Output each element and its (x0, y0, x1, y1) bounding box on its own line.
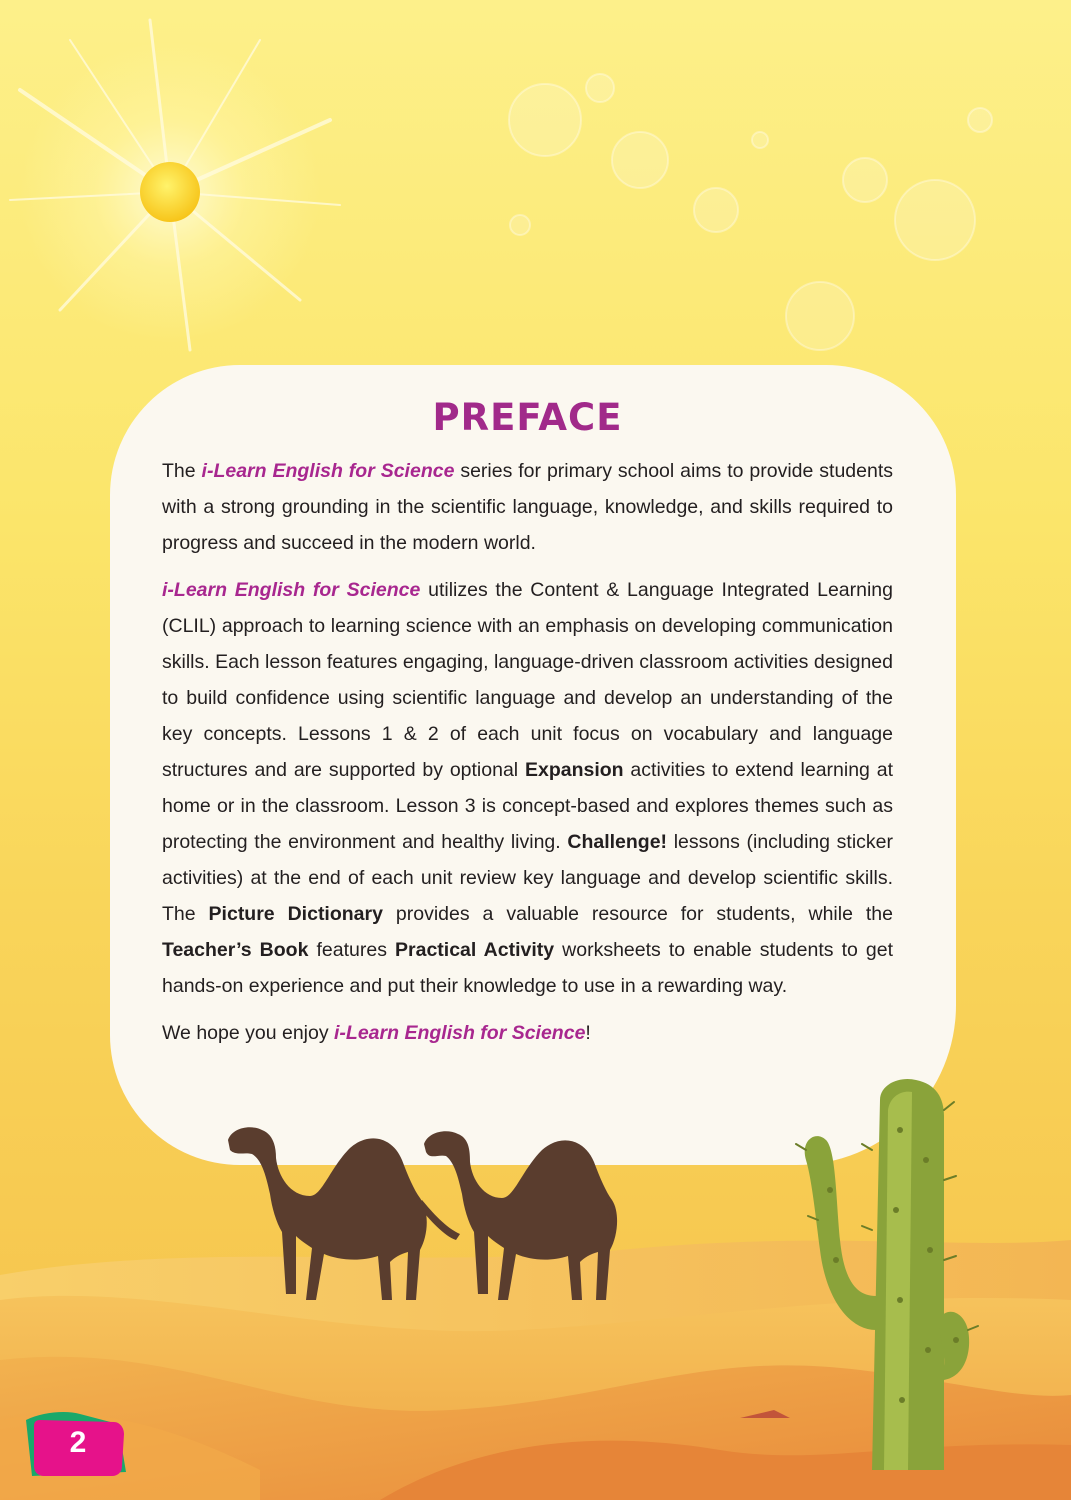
cactus-icon (796, 1079, 978, 1470)
keyword-picture-dictionary: Picture Dictionary (208, 903, 383, 925)
page-title: PREFACE (432, 396, 623, 439)
text-run: The (162, 460, 196, 482)
text-run: series for primary school aims to provide students with a strong grounding in the scientific language, knowledge, and skills required to progress and succeed in the modern world. (162, 460, 893, 554)
camel-icon (424, 1131, 617, 1300)
page-number: 2 (69, 1426, 87, 1459)
keyword-practical-activity: Practical Activity (395, 939, 555, 961)
text-run: ! (585, 1022, 591, 1044)
text-run: activities to extend learning at home or in the classroom. Lesson 3 is concept-based and explores themes such as protecting the environment and healthy living. (162, 759, 893, 853)
text-run: We hope you enjoy (162, 1022, 335, 1044)
camel-icon (228, 1127, 460, 1300)
series-name: i-Learn English for Science (162, 579, 421, 601)
text-run: provides a valuable resource for students, while the (382, 903, 893, 925)
series-name: i-Learn English for Science (334, 1022, 586, 1044)
keyword-teachers-book: Teacher’s Book (162, 939, 309, 961)
text-run: lessons (including sticker activities) at the end of each unit review key language and develop scientific skills. The (162, 831, 893, 925)
keyword-challenge: Challenge! (567, 831, 668, 853)
keyword-expansion: Expansion (524, 759, 624, 781)
text-run: utilizes the Content & Language Integrated Learning (CLIL) approach to learning science with an emphasis on developing communication skills. Each lesson features engaging, language-driven classroom activities designed to build confidence using scientific language and develop an understanding of the key concepts. Lessons 1 & 2 of each unit focus on vocabulary and language structures and are supported by optional (162, 579, 893, 781)
text-run: features (308, 939, 396, 961)
text-run: worksheets to enable students to get hands-on experience and put their knowledge to use in a rewarding way. (162, 939, 893, 997)
series-name: i-Learn English for Science (201, 460, 455, 482)
